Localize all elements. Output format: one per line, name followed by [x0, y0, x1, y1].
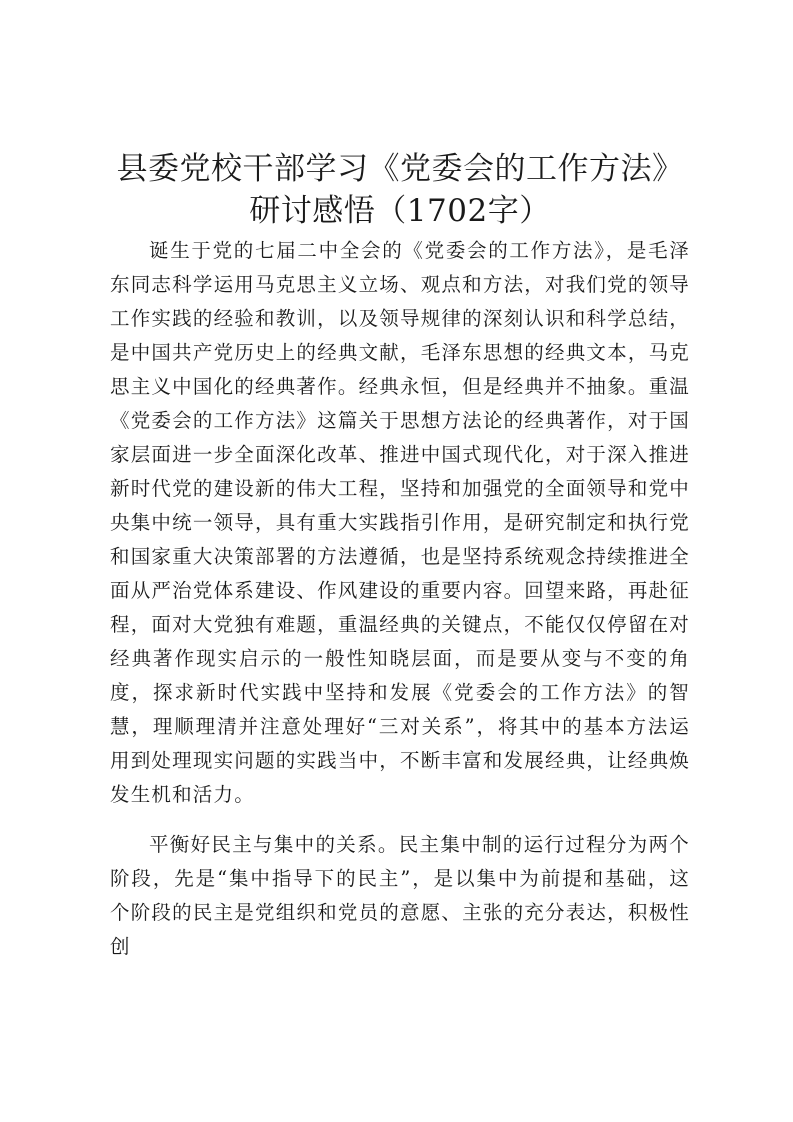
- document-title: 县委党校干部学习《党委会的工作方法》研讨感悟（1702字）: [116, 151, 684, 229]
- document-page: [110, 148, 690, 964]
- paragraph-intro: 诞生于党的七届二中全会的《党委会的工作方法》，是毛泽东同志科学运用马克思主义立场、观点和方法，对我们党的领导工作实践的经验和教训，以及领导规律的深刻认识和科学总结，是中国共产党历史上的经典文献，毛泽东思想的经典文本，马克思主义中国化的经典著作。经典永恒，但是经典并不抽象。重温《党委会的工作方法》这篇关于思想方法论的经典著作，对于国家层面进一步全面深化改革、推进中国式现代化，对于深入推进新时代党的建设新的伟大工程，坚持和加强党的全面领导和党中央集中统一领导，具有重大实践指引作用，是研究制定和执行党和国家重大决策部署的方法遵循，也是坚持系统观念持续推进全面从严治党体系建设、作风建设的重要内容。回望来路，再赴征程，面对大党独有难题，重温经典的关键点，不能仅仅停留在对经典著作现实启示的一般性知晓层面，而是要从变与不变的角度，探求新时代实践中坚持和发展《党委会的工作方法》的智慧，理顺理清并注意处理好“三对关系”，将其中的基本方法运用到处理现实问题的实践当中，不断丰富和发展经典，让经典焕发生机和活力。: [110, 239, 690, 806]
- paragraph-democracy-centralism: 平衡好民主与集中的关系。民主集中制的运行过程分为两个阶段，先是“集中指导下的民主”，是以集中为前提和基础，这个阶段的民主是党组织和党员的意愿、主张的充分表达，积极性创: [110, 833, 690, 958]
